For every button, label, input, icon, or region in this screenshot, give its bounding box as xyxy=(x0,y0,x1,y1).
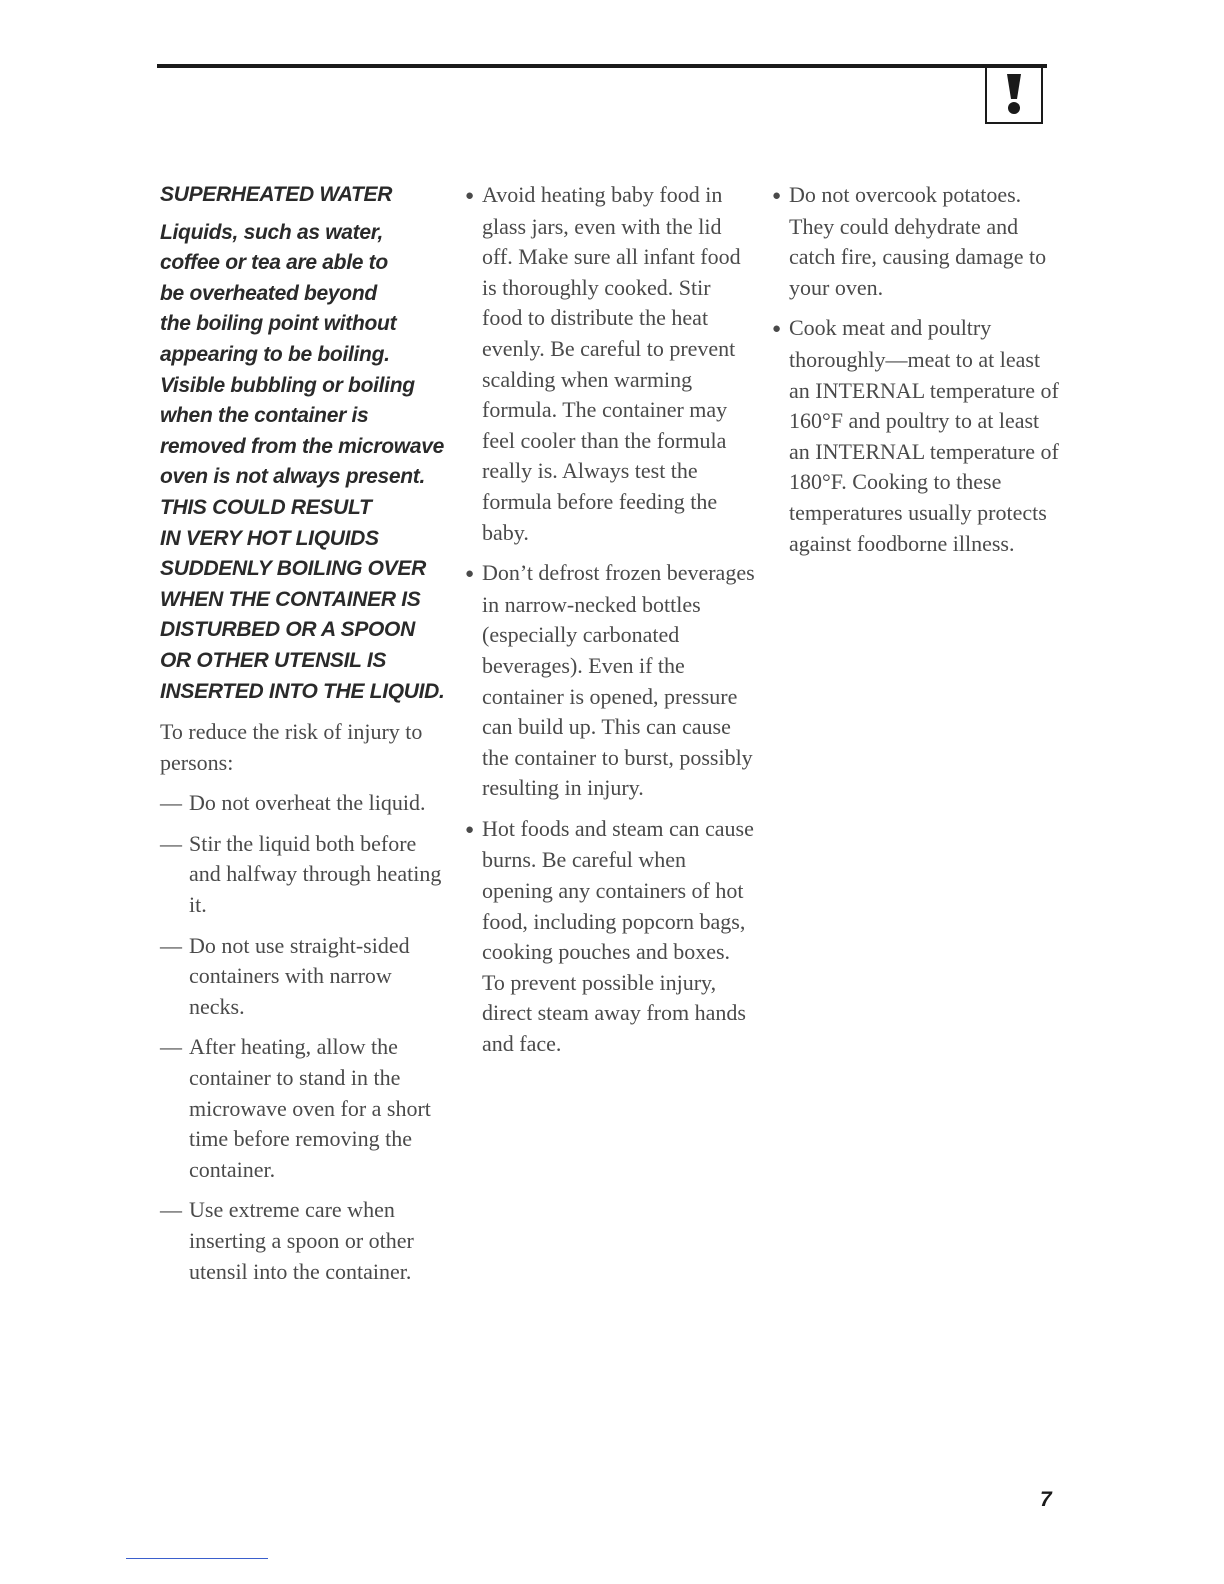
bullet-dot-icon: ● xyxy=(465,566,475,583)
dash-list-item xyxy=(160,788,445,819)
bullet-dot-icon: ● xyxy=(772,188,782,204)
exclamation-icon xyxy=(1004,72,1024,116)
superheated-warning xyxy=(160,218,445,708)
warning-line: the boiling point without xyxy=(160,312,397,336)
page-number: 7 xyxy=(1040,1488,1052,1511)
bullet-item xyxy=(772,180,1062,303)
warning-line: THIS COULD RESULT xyxy=(160,495,372,519)
warning-line: Visible bubbling or boiling xyxy=(160,373,415,397)
dash-marker: — xyxy=(160,790,182,816)
dash-item-text: After heating, allow the container to stand in the microwave oven for a short time before removing the container. xyxy=(189,1034,431,1182)
dash-marker: — xyxy=(160,830,182,856)
warning-line: OR OTHER UTENSIL IS xyxy=(160,648,387,672)
intro-text: To reduce the risk of injury to persons: xyxy=(160,719,423,775)
warning-line: oven is not always present. xyxy=(160,465,425,489)
dash-list-item xyxy=(160,1032,445,1185)
warning-line: SUDDENLY BOILING OVER xyxy=(160,557,426,581)
dash-list-item xyxy=(160,1195,445,1287)
bullet-item xyxy=(772,313,1062,559)
dash-item-text: Do not use straight-sided containers with narrow necks. xyxy=(189,932,410,1019)
dash-list-item xyxy=(160,829,445,921)
bullet-dot-icon: ● xyxy=(465,188,475,204)
dash-marker: — xyxy=(160,932,182,958)
warning-line: IN VERY HOT LIQUIDS xyxy=(160,526,379,550)
dash-item-text: Use extreme care when inserting a spoon or other utensil into the container. xyxy=(189,1197,414,1284)
warning-line: appearing to be boiling. xyxy=(160,342,390,366)
bullet-dot-icon: ● xyxy=(772,321,782,338)
warning-line: INSERTED INTO THE LIQUID. xyxy=(160,679,445,703)
column-superheated-water xyxy=(160,180,445,1297)
section-heading: SUPERHEATED WATER xyxy=(160,183,393,206)
warning-line: when the container is xyxy=(160,404,369,428)
bullet-dot-icon: ● xyxy=(465,821,475,838)
warning-line: Liquids, such as water, xyxy=(160,220,384,244)
column-safety-bullets-1 xyxy=(465,180,755,1070)
bullet-item xyxy=(465,558,755,804)
column-safety-bullets-2 xyxy=(772,180,1062,569)
top-rule xyxy=(157,64,1047,68)
bullet-item xyxy=(465,180,755,548)
dash-list-item xyxy=(160,931,445,1023)
warning-box xyxy=(985,66,1043,124)
warning-line: be overheated beyond xyxy=(160,281,377,305)
dash-marker: — xyxy=(160,1197,182,1223)
dash-item-text: Do not overheat the liquid. xyxy=(189,790,426,816)
warning-line: removed from the microwave xyxy=(160,434,444,458)
warning-line: coffee or tea are able to xyxy=(160,251,388,275)
bullet-text: Don’t defrost frozen beverages in narrow-necked bottles (especially carbonated beverages). Even if the container is opened, pressure can build up. This can cause the container to burst, possibly resulting in injury. xyxy=(482,560,755,801)
bullet-text: Cook meat and poultry thoroughly—meat to at least an INTERNAL temperature of 160°F and poultry to at least an INTERNAL temperature of 180°F. Cooking to these temperatures usually protects against foodborne illness. xyxy=(789,315,1059,556)
dash-marker: — xyxy=(160,1034,182,1060)
bullet-text: Avoid heating baby food in glass jars, even with the lid off. Make sure all infant food is thoroughly cooked. Stir food to distribute the heat evenly. Be careful to prevent scalding when warming formula. The container may feel cooler than the formula really is. Always test the formula before feeding the baby. xyxy=(482,182,741,545)
warning-line: WHEN THE CONTAINER IS xyxy=(160,587,421,611)
warning-line: DISTURBED OR A SPOON xyxy=(160,618,415,642)
bullet-text: Hot foods and steam can cause burns. Be careful when opening any containers of hot food, including popcorn bags, cooking pouches and boxes. To prevent possible injury, direct steam away from hands and face. xyxy=(482,815,754,1057)
bullet-text: Do not overcook potatoes. They could dehydrate and catch fire, causing damage to your oven. xyxy=(789,182,1047,300)
bullet-item xyxy=(465,814,755,1060)
dash-item-text: Stir the liquid both before and halfway through heating it. xyxy=(189,830,442,918)
footer-link-underline xyxy=(126,1558,268,1559)
